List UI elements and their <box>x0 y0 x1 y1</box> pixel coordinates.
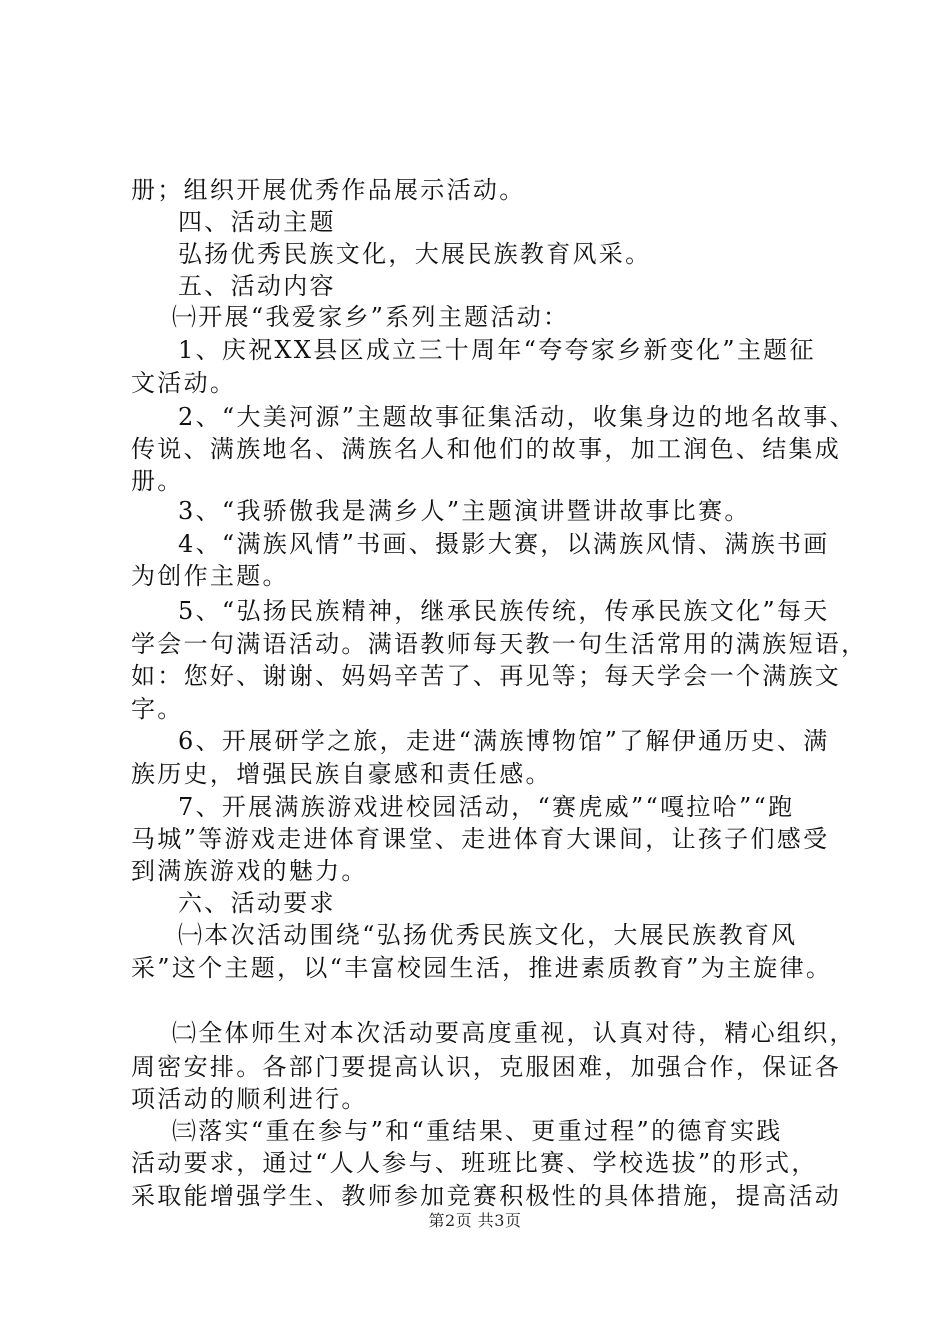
text-line: 册；组织开展优秀作品展示活动。 <box>131 176 526 204</box>
text-line: 7、开展满族游戏进校园活动，“赛虎威”“嘎拉哈”“跑 <box>178 793 795 821</box>
text-line: 1、庆祝XX县区成立三十周年“夸夸家乡新变化”主题征 <box>178 336 816 364</box>
text-line: 周密安排。各部门要提高认识，克服困难，加强合作，保证各 <box>131 1053 842 1081</box>
subsection-heading: ㈠开展“我爱家乡”系列主题活动： <box>172 303 570 331</box>
text-line: ㈡全体师生对本次活动要高度重视，认真对待，精心组织， <box>172 1019 856 1047</box>
text-line: 活动要求，通过“人人参与、班班比赛、学校选拔”的形式， <box>131 1149 818 1177</box>
text-line: 采取能增强学生、教师参加竞赛积极性的具体措施，提高活动 <box>131 1182 842 1210</box>
text-line: 文活动。 <box>131 369 237 397</box>
section-heading: 四、活动主题 <box>178 208 336 236</box>
text-line: 学会一句满语活动。满语教师每天教一句生活常用的满族短语， <box>131 630 868 658</box>
text-line: 马城”等游戏走进体育课堂、走进体育大课间，让孩子们感受 <box>131 825 830 853</box>
text-line: 2、“大美河源”主题故事征集活动，收集身边的地名故事、 <box>178 403 856 431</box>
text-line: 册。 <box>131 467 184 495</box>
text-line: 5、“弘扬民族精神，继承民族传统，传承民族文化”每天 <box>178 597 830 625</box>
text-line: 3、“我骄傲我是满乡人”主题演讲暨讲故事比赛。 <box>178 497 751 525</box>
text-line: 传说、满族地名、满族名人和他们的故事，加工润色、结集成 <box>131 435 842 463</box>
text-line: 4、“满族风情”书画、摄影大赛，以满族风情、满族书画 <box>178 530 830 558</box>
text-line: 族历史，增强民族自豪感和责任感。 <box>131 760 552 788</box>
text-line: 采”这个主题，以“丰富校园生活，推进素质教育”为主旋律。 <box>131 954 833 982</box>
text-line: 6、开展研学之旅，走进“满族博物馆”了解伊通历史、满 <box>178 727 830 755</box>
page-number-footer: 第2页 共3页 <box>428 1211 522 1230</box>
text-line: 项活动的顺利进行。 <box>131 1085 368 1113</box>
text-line: 如：您好、谢谢、妈妈辛苦了、再见等；每天学会一个满族文 <box>131 662 842 690</box>
text-line: ㈢落实“重在参与”和“重结果、更重过程”的德育实践 <box>172 1117 783 1145</box>
section-heading: 六、活动要求 <box>178 889 336 917</box>
text-line: ㈠本次活动围绕“弘扬优秀民族文化，大展民族教育风 <box>178 921 798 949</box>
text-line: 为创作主题。 <box>131 562 289 590</box>
text-line: 字。 <box>131 695 184 723</box>
text-line: 弘扬优秀民族文化，大展民族教育风采。 <box>178 240 652 268</box>
text-line: 到满族游戏的魅力。 <box>131 857 368 885</box>
section-heading: 五、活动内容 <box>178 272 336 300</box>
